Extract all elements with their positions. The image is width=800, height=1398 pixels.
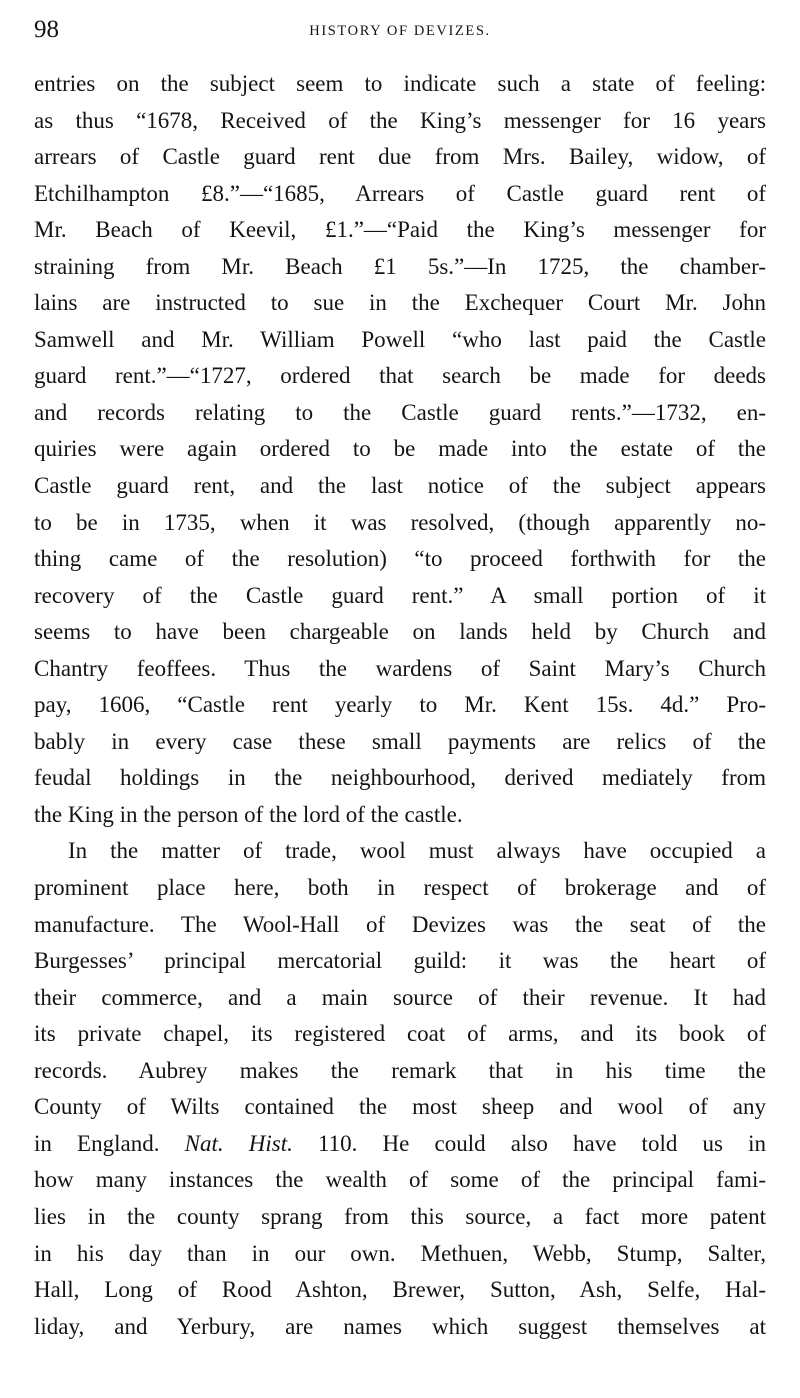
text-line-with-citation [34,1126,766,1163]
citation-lead-text: in England. [34,1130,185,1156]
text-line: arrears of Castle guard rent due from Mrs. Bailey, widow, of [34,144,766,170]
paragraph-castle-guard-rent [34,66,766,833]
page-number: 98 [34,16,59,43]
text-line: liday, and Yerbury, are names which suggest themselves at [34,1313,766,1339]
text-line: manufacture. The Wool-Hall of Devizes was the seat of the [34,911,766,937]
body-text [34,66,766,1345]
text-line: Samwell and Mr. William Powell “who last paid the Castle [34,326,766,352]
text-line: Chantry feoffees. Thus the wardens of Saint Mary’s Church [34,655,766,681]
text-line: Castle guard rent, and the last notice of the subject appears [34,473,766,499]
text-line: recovery of the Castle guard rent.” A small portion of it [34,582,766,608]
running-title: HISTORY OF DEVIZES. [309,23,491,39]
text-line: quiries were again ordered to be made into the estate of the [34,436,766,462]
text-line: and records relating to the Castle guard rents.”—1732, en- [34,399,766,425]
text-line: its private chapel, its registered coat of arms, and its book of [34,1021,766,1047]
page-header [34,12,766,48]
citation-italic: Nat. Hist. [184,1130,293,1156]
text-line: seems to have been chargeable on lands held by Church and [34,619,766,645]
text-line-indented: In the matter of trade, wool must always have occupied a [68,838,766,864]
text-line: their commerce, and a main source of their revenue. It had [34,984,766,1010]
text-line: Etchilhampton £8.”—“1685, Arrears of Castle guard rent of [34,180,766,206]
text-line: straining from Mr. Beach £1 5s.”—In 1725, the chamber- [34,253,766,279]
text-line-last: the King in the person of the lord of the castle. [34,801,463,827]
paragraph-wool-trade [34,833,766,1345]
text-line: prominent place here, both in respect of brokerage and of [34,875,766,901]
text-line: Burgesses’ principal mercatorial guild: it was the heart of [34,948,766,974]
text-line: in his day than in our own. Methuen, Webb, Stump, Salter, [34,1240,766,1266]
text-line: to be in 1735, when it was resolved, (though apparently no- [34,509,766,535]
text-line: bably in every case these small payments are relics of the [34,728,766,754]
text-line: feudal holdings in the neighbourhood, derived mediately from [34,765,766,791]
text-line: how many instances the wealth of some of the principal fami- [34,1167,766,1193]
text-line: as thus “1678, Received of the King’s messenger for 16 years [34,107,766,133]
text-line: County of Wilts contained the most sheep and wool of any [34,1094,766,1120]
text-line: records. Aubrey makes the remark that in his time the [34,1057,766,1083]
text-line: lains are instructed to sue in the Exchequer Court Mr. John [34,290,766,316]
text-line: Hall, Long of Rood Ashton, Brewer, Sutton, Ash, Selfe, Hal- [34,1277,766,1303]
text-line: guard rent.”—“1727, ordered that search be made for deeds [34,363,766,389]
text-line: Mr. Beach of Keevil, £1.”—“Paid the King’s messenger for [34,217,766,243]
citation-trail-text: 110. He could also have told us in [292,1130,766,1156]
text-line: entries on the subject seem to indicate such a state of feeling: [34,71,766,96]
text-line: lies in the county sprang from this source, a fact more patent [34,1203,766,1229]
text-line: thing came of the resolution) “to proceed forthwith for the [34,546,766,572]
text-line: pay, 1606, “Castle rent yearly to Mr. Kent 15s. 4d.” Pro- [34,692,766,718]
